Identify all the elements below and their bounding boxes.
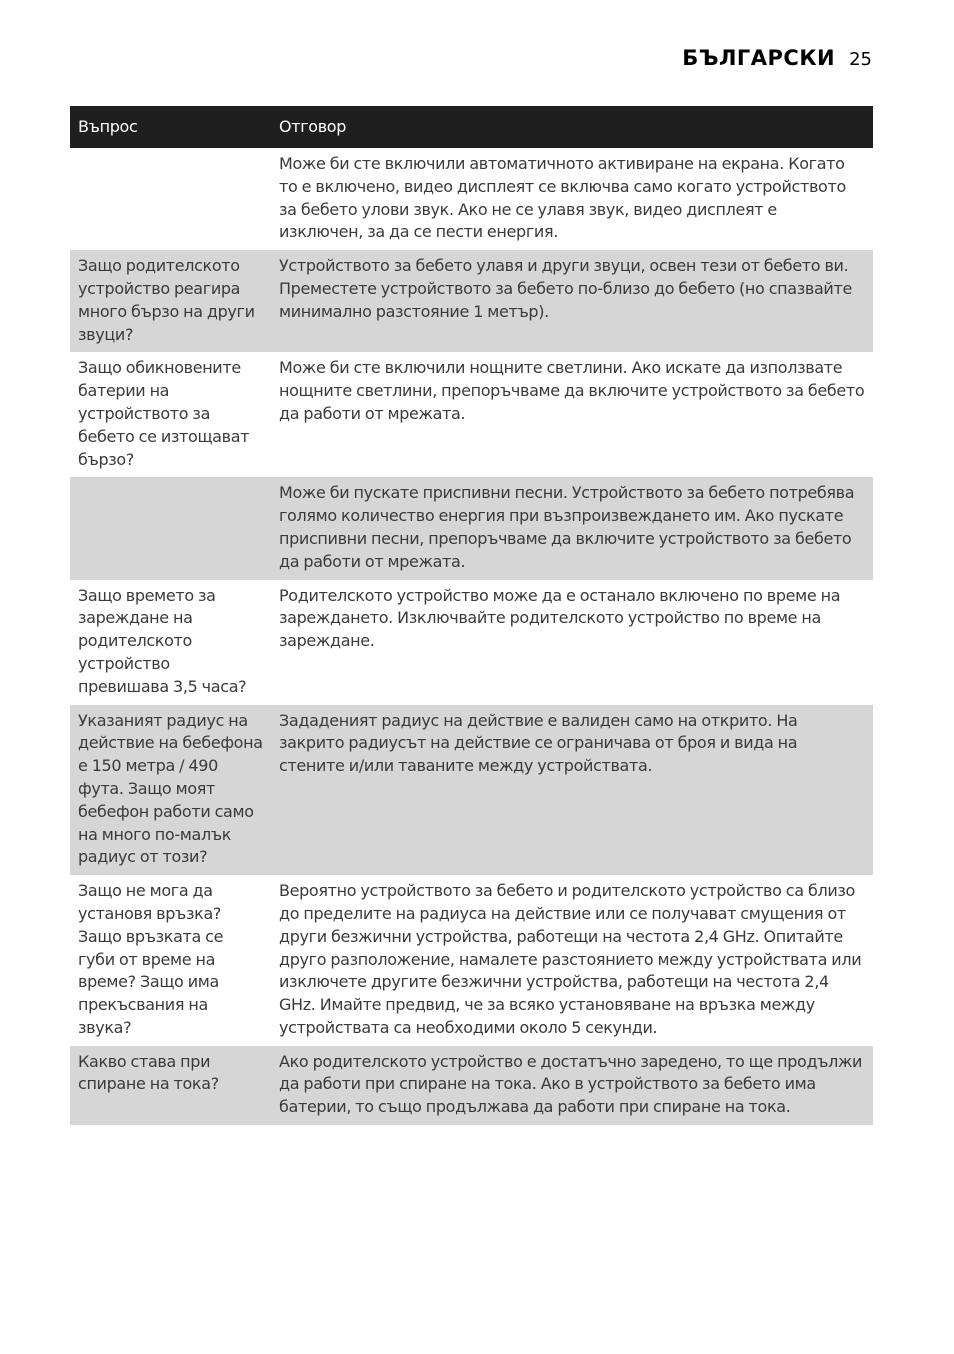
- column-header-answer: Отговор: [271, 106, 873, 148]
- question-cell: Защо не мога да установя връзка? Защо връзката се губи от време на време? Защо има прекъсвания на звука?: [78, 881, 224, 1037]
- table-row: [70, 1046, 873, 1125]
- question-cell: [70, 477, 271, 579]
- faq-table: [70, 106, 873, 1125]
- question-cell: Какво става при спиране на тока?: [70, 1046, 271, 1125]
- table-row: [70, 705, 873, 876]
- question-cell: Защо обикновените батерии на устройството за бебето се изтощават бързо?: [78, 358, 250, 469]
- question-cell: Указаният радиус на действие на бебефона е 150 метра / 490 фута. Защо моят бебефон работи само на много по-малък радиус от този?: [70, 705, 271, 876]
- answer-cell: Устройството за бебето улавя и други звуци, освен тези от бебето ви. Преместете устройството за бебето по-близо до бебето (но спазвайте минимално разстояние 1 метър).: [271, 250, 873, 352]
- answer-cell: Родителското устройство може да е останало включено по време на зареждането. Изключвайте родителското устройство по време на зареждане.: [279, 585, 841, 651]
- table-header-row: [70, 106, 873, 148]
- answer-cell: Може би сте включили нощните светлини. Ако искате да използвате нощните светлини, препоръчваме да включите устройството за бебето да работи от мрежата.: [279, 358, 865, 423]
- answer-cell: Може би пускате приспивни песни. Устройството за бебето потребява голямо количество енергия при възпроизвеждането им. Ако пускате приспивни песни, препоръчваме да включите устройството за бебето да работи от мрежата.: [271, 477, 873, 579]
- question-cell: Защо времето за зареждане на родителското устройство превишава 3,5 часа?: [78, 585, 247, 696]
- answer-cell: Зададеният радиус на действие е валиден само на открито. На закрито радиусът на действие се ограничава от броя и вида на стените и/или таваните между устройствата.: [271, 705, 873, 876]
- page-header: [682, 46, 872, 70]
- language-heading: БЪЛГАРСКИ: [682, 46, 836, 70]
- table-row: [70, 875, 873, 1046]
- question-cell: [70, 148, 271, 250]
- answer-cell: Може би сте включили автоматичното активиране на екрана. Когато то е включено, видео дисплеят се включва само когато устройството за бебето улови звук. Ако не се улавя звук, видео дисплеят е изключен, за да се пести енергия.: [279, 154, 846, 242]
- table-row: [70, 148, 873, 250]
- table-row: [70, 477, 873, 579]
- answer-cell: Вероятно устройството за бебето и родителското устройство са близо до пределите на радиуса на действие или се получават смущения от други безжични устройства, работещи на честота 2,4 GHz. Опитайте друго разположение, намалете разстоянието между устройствата или изключете другите безжични устройства, работещи на честота 2,4 GHz. Имайте предвид, че за всяко установяване на връзка между устройствата са необходими около 5 секунди.: [279, 881, 862, 1037]
- page-number: 25: [849, 49, 872, 70]
- column-header-question: Въпрос: [70, 106, 271, 148]
- table-row: [70, 250, 873, 352]
- answer-cell: Ако родителското устройство е достатъчно заредено, то ще продължи да работи при спиране на тока. Ако в устройството за бебето има батерии, то също продължава да работи при спиране на тока.: [271, 1046, 873, 1125]
- table-row: [70, 352, 873, 477]
- table-row: [70, 580, 873, 705]
- question-cell: Защо родителското устройство реагира много бързо на други звуци?: [70, 250, 271, 352]
